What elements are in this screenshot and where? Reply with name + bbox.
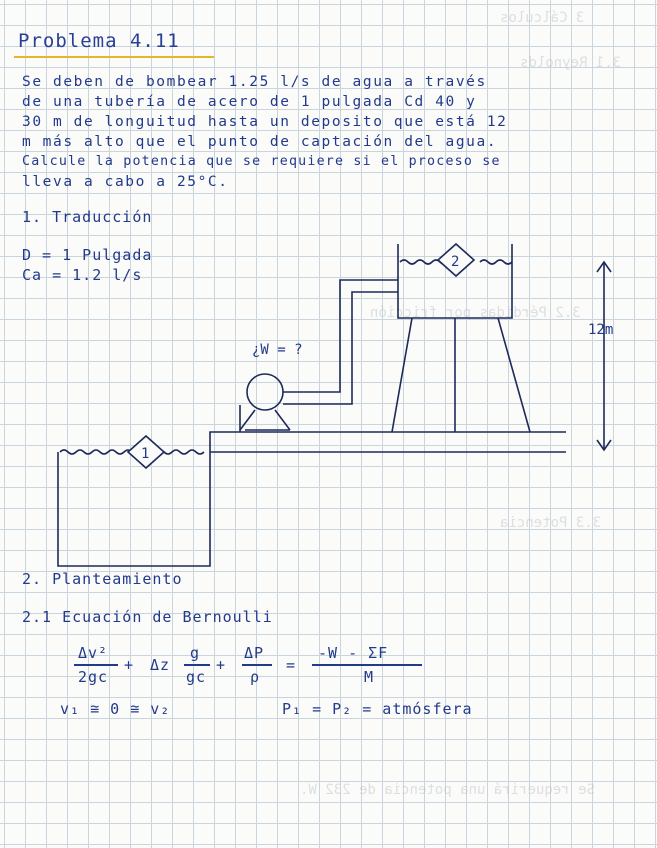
bleed-through-line: 3.2 Pérdidas por fricción	[370, 305, 581, 321]
height-label: 12m	[588, 322, 614, 338]
eq-gc: gc	[186, 668, 207, 686]
eq-fraction-bar	[184, 664, 210, 666]
section2-heading: 2. Planteamiento	[22, 570, 183, 588]
bleed-through-line: Se requerirá una potencia de 232 W.	[300, 782, 596, 798]
bleed-through-line: 3.1 Reynolds	[520, 55, 622, 71]
eq-fraction-bar	[312, 664, 422, 666]
eq-fraction-bar	[242, 664, 272, 666]
given-diameter: D = 1 Pulgada	[22, 246, 153, 264]
pump-work-label: ¿W = ?	[252, 342, 303, 358]
problem-title: Problema 4.11	[18, 30, 180, 52]
statement-line: m más alto que el punto de captación del agua.	[22, 134, 498, 150]
pressure-condition: P₁ = P₂ = atmósfera	[282, 700, 473, 718]
bleed-through-line: 3.3 Potencia	[500, 515, 602, 531]
discharge-pipe	[283, 280, 398, 392]
point2-label: 2	[451, 254, 460, 270]
tank-support	[392, 318, 530, 432]
pump-casing	[247, 374, 283, 410]
bernoulli-heading: 2.1 Ecuación de Bernoulli	[22, 608, 273, 626]
eq-dp: ΔP	[244, 644, 265, 662]
statement-line: lleva a cabo a 25°C.	[22, 174, 229, 190]
eq-dz: Δz	[150, 656, 171, 674]
eq-equals: =	[286, 656, 297, 674]
eq-plus: +	[216, 656, 227, 674]
eq-dv2: Δv²	[78, 644, 109, 662]
velocity-condition: v₁ ≅ 0 ≅ v₂	[60, 700, 171, 718]
eq-rho: ρ	[250, 668, 261, 686]
point1-label: 1	[141, 446, 150, 462]
eq-plus: +	[124, 656, 135, 674]
eq-g: g	[190, 644, 201, 662]
eq-mass: M	[364, 668, 375, 686]
given-flow: Ca = 1.2 l/s	[22, 266, 143, 284]
pump-base	[240, 410, 290, 430]
eq-2gc: 2gc	[78, 668, 109, 686]
section1-heading: 1. Traducción	[22, 208, 153, 226]
statement-line: de una tubería de acero de 1 pulgada Cd 40 y	[22, 94, 477, 110]
eq-work-loss: -W - ΣF	[318, 644, 389, 662]
bleed-through-line: 3 Cálculos	[500, 10, 585, 26]
statement-line: Calcule la potencia que se requiere si el proceso se	[22, 154, 501, 169]
statement-line: Se deben de bombear 1.25 l/s de agua a través	[22, 74, 487, 90]
eq-fraction-bar	[74, 664, 118, 666]
statement-line: 30 m de longuitud hasta un deposito que está 12	[22, 114, 508, 130]
